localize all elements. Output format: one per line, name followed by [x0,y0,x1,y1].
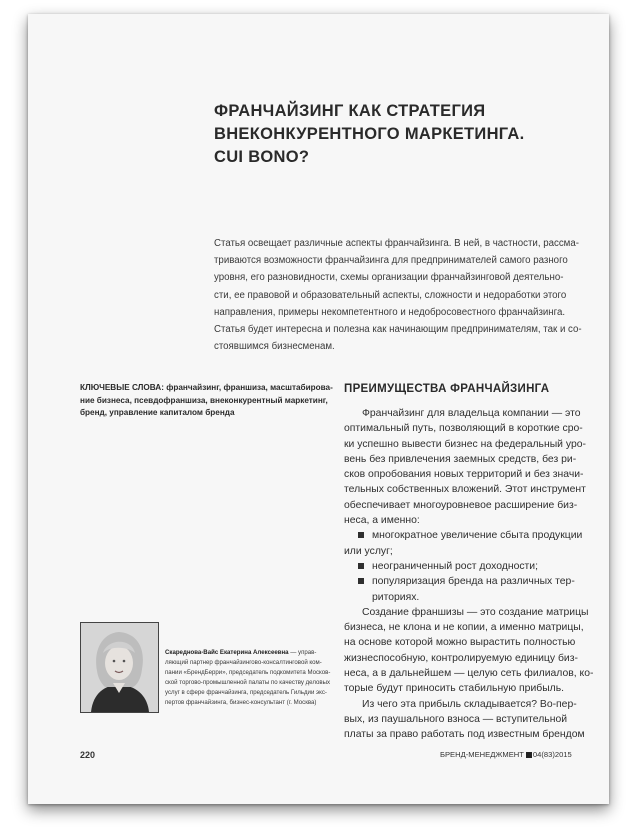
title-line: CUI BONO? [214,148,310,166]
author-bio-text: — управ- [288,649,317,656]
article-abstract [214,235,586,355]
article-body [344,406,604,743]
author-bio-line: пании «БрендБерри», председатель подкомитета Москов- [165,669,331,676]
issue-number: 04(83)2015 [532,750,572,759]
abstract-line: сти, ее правовой и образовательный аспекты, сложности и недоработки этого [214,289,567,301]
bullet-text: многократное увеличение сбыта продукции [372,530,583,542]
body-line: тельных собственных вложений. Этот инструмент [344,484,586,496]
author-name: Скареднова-Вайс Екатерина Алексеевна [165,649,289,656]
bullet-item [344,574,604,589]
bullet-item [344,528,604,543]
body-line: платы за право работать под известным брендом [344,729,585,741]
author-bio-line: ской торгово-промышленной палаты по качеству деловых [165,679,330,686]
body-line: неса, а в дальнейшем — целую сеть филиалов, ко- [344,668,594,680]
keywords-line: ние бизнеса, псевдофраншиза, внеконкурентный маркетинг, [80,395,328,405]
title-line: ФРАНЧАЙЗИНГ КАК СТРАТЕГИЯ [214,102,486,120]
running-footer [440,750,572,759]
bullet-item [344,559,604,574]
abstract-line: стоявшимся бизнесменам. [214,341,335,353]
bullet-text: неограниченный рост доходности; [372,560,538,572]
body-line: жизнеспособную, контролируемую единицу биз- [344,652,578,664]
page-number: 220 [80,750,96,760]
author-portrait-image [81,623,158,712]
abstract-line: уровня, его разновидности, схемы организации франчайзинговой деятельно- [214,272,564,284]
separator-square-icon [526,752,532,758]
bullet-square-icon [358,563,364,569]
body-line: ки успешно вывести бизнес на федеральный уро- [344,438,586,450]
author-bio-line: услуг в сфере франчайзинга, председатель Гильдии экс- [165,689,327,696]
author-photo [80,622,159,713]
journal-name: БРЕНД-МЕНЕДЖМЕНТ [440,750,524,759]
body-line: сков опробования новых территорий и без значи- [344,469,584,481]
section-heading: ПРЕИМУЩЕСТВА ФРАНЧАЙЗИНГА [344,383,550,395]
bullet-square-icon [358,532,364,538]
author-bio-line: ляющий партнер франчайзингово-консалтинговой ком- [165,659,322,666]
body-line: риториях. [372,591,420,603]
body-line: Из чего эта прибыль складывается? Во-пер- [362,698,577,710]
body-line: обеспечивает многоуровневое расширение биз- [344,499,578,511]
author-bio-line [165,648,365,658]
abstract-line: триваются возможности франчайзинга для предпринимателей самого разного [214,255,568,267]
body-line: Создание франшизы — это создание матрицы [362,606,589,618]
bullet-square-icon [358,578,364,584]
article-title [214,100,554,169]
body-line: неса, а именно: [344,515,420,527]
body-line: на основе которой можно вырастить полностью [344,637,576,649]
body-line: вых, из паушального взноса — вступительной [344,713,568,725]
bullet-text: популяризация бренда на различных тер- [372,576,575,588]
body-line: Франчайзинг для владельца компании — это [362,408,581,419]
body-line: торые будут приносить стабильную прибыль. [344,683,565,695]
body-line: вень без привлечения заемных средств, без ри- [344,453,577,465]
author-bio-line: пертов франчайзинга, бизнес-консультант (г. Москва) [165,699,317,706]
title-line: ВНЕКОНКУРЕНТНОГО МАРКЕТИНГА. [214,125,525,143]
body-line: или услуг; [344,545,393,557]
magazine-page [28,14,609,804]
abstract-line: Статья освещает различные аспекты франчайзинга. В ней, в частности, рассма- [214,238,579,249]
keywords-line: КЛЮЧЕВЫЕ СЛОВА: франчайзинг, франшиза, масштабирова- [80,383,333,392]
abstract-line: направления, примеры некомпетентного и недобросовестного франчайзинга. [214,306,566,318]
author-bio [165,648,365,708]
keywords-block [80,382,333,420]
keywords-line: бренд, управление капиталом бренда [80,408,235,417]
body-line: бизнеса, не клона и не копии, а именно матрицы, [344,622,584,634]
abstract-line: Статья будет интересна и полезна как начинающим предпринимателям, так и со- [214,324,582,336]
body-line: оптимальный путь, позволяющий в короткие сро- [344,423,583,435]
